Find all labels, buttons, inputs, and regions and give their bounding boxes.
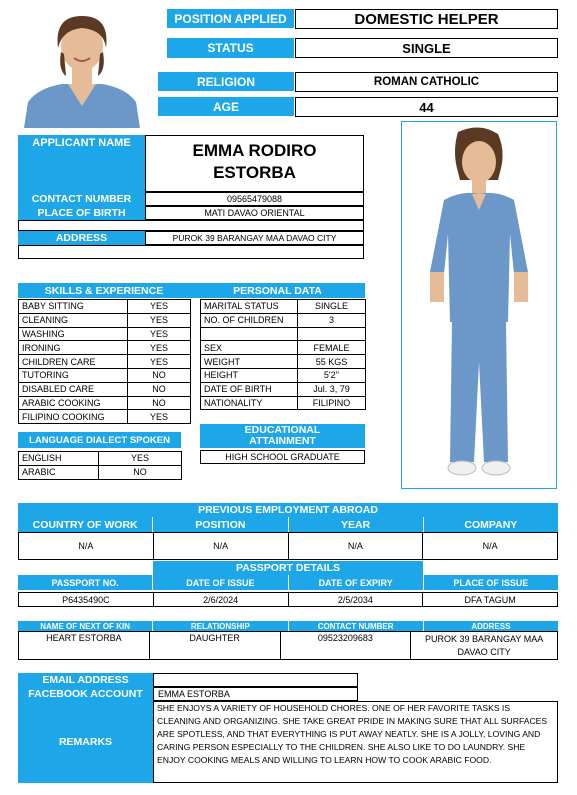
employment-header-cell: COMPANY <box>424 517 558 532</box>
full-body-icon <box>402 122 556 488</box>
employment-header-cell: COUNTRY OF WORK <box>18 517 153 532</box>
status-value: SINGLE <box>295 38 558 58</box>
skill-name-cell: IRONING <box>19 341 128 355</box>
passport-value-cell: DFA TAGUM <box>423 593 557 606</box>
kin-header-cell: NAME OF NEXT OF KIN <box>18 621 153 631</box>
remarks-text: SHE ENJOYS A VARIETY OF HOUSEHOLD CHORES. ONE OF HER FAVORITE TASKS IS CLEANING AND ORGANIZING. SHE TAKE GREAT PRIDE IN MAKING SURE THAT ALL SURFACES ARE SPOTLESS, AND THAT EVERYTHING IS PUT AWAY NEATLY. SHE IS A JOLLY, LOVING AND CARING PERSON ESPECIALLY TO THE CHILDREN. SHE ALSO LIKE TO DO LAUNDRY. SHE ENJOY COOKING MEALS AND WILLING TO LEARN HOW TO COOK ARABIC FOOD. <box>153 701 558 783</box>
personal-row <box>201 382 366 396</box>
personal-value-cell: 5'2'' <box>298 368 366 382</box>
employment-value-cell: N/A <box>154 533 289 559</box>
language-title: LANGUAGE DIALECT SPOKEN <box>18 432 181 448</box>
skill-value-cell: NO <box>128 382 191 396</box>
position-label: POSITION APPLIED <box>167 9 294 28</box>
personal-name-cell: DATE OF BIRTH <box>201 382 298 396</box>
kin-header-cell: ADDRESS <box>424 621 558 631</box>
personal-name-cell: MARITAL STATUS <box>201 300 298 314</box>
skill-row <box>19 410 191 424</box>
language-table <box>18 451 182 480</box>
age-label: AGE <box>158 97 294 116</box>
address-value: PUROK 39 BARANGAY MAA DAVAO CITY <box>145 231 364 245</box>
personal-name-cell: NATIONALITY <box>201 396 298 410</box>
contact-number-value: 09565479088 <box>145 192 364 206</box>
language-value-cell: NO <box>99 465 182 479</box>
language-row <box>19 452 182 466</box>
personal-title: PERSONAL DATA <box>190 283 365 298</box>
skill-row <box>19 327 191 341</box>
skill-name-cell: CHILDREN CARE <box>19 355 128 369</box>
skill-value-cell: YES <box>128 300 191 314</box>
skill-value-cell: YES <box>128 313 191 327</box>
headshot-photo <box>18 4 146 128</box>
passport-header-row <box>18 575 558 590</box>
passport-value-row <box>18 592 558 607</box>
personal-value-cell: SINGLE <box>298 300 366 314</box>
personal-name-cell: SEX <box>201 341 298 355</box>
applicant-spacer-row <box>18 220 364 231</box>
personal-row <box>201 355 366 369</box>
skill-row <box>19 313 191 327</box>
personal-name-cell <box>201 327 298 341</box>
skill-name-cell: ARABIC COOKING <box>19 396 128 410</box>
personal-name-cell: HEIGHT <box>201 368 298 382</box>
skill-name-cell: BABY SITTING <box>19 300 128 314</box>
skill-name-cell: CLEANING <box>19 313 128 327</box>
employment-header-row <box>18 517 558 532</box>
full-body-photo <box>401 121 557 489</box>
employment-value-cell: N/A <box>19 533 154 559</box>
remarks-label: REMARKS <box>18 701 153 783</box>
education-value: HIGH SCHOOL GRADUATE <box>200 450 365 464</box>
personal-name-cell: NO. OF CHILDREN <box>201 313 298 327</box>
personal-row <box>201 313 366 327</box>
contact-number-label: CONTACT NUMBER <box>18 192 145 206</box>
skill-name-cell: TUTORING <box>19 368 128 382</box>
skill-value-cell: YES <box>128 341 191 355</box>
employment-value-cell: N/A <box>289 533 424 559</box>
skills-table <box>18 299 191 424</box>
applicant-name-line1: EMMA RODIRO <box>192 141 317 160</box>
passport-title: PASSPORT DETAILS <box>153 561 423 575</box>
address-label: ADDRESS <box>18 231 145 245</box>
personal-value-cell: Jul. 3, 79 <box>298 382 366 396</box>
position-value: DOMESTIC HELPER <box>295 9 558 29</box>
skill-value-cell: YES <box>128 410 191 424</box>
personal-name-cell: WEIGHT <box>201 355 298 369</box>
personal-row <box>201 396 366 410</box>
employment-title: PREVIOUS EMPLOYMENT ABROAD <box>18 503 558 517</box>
birthplace-label: PLACE OF BIRTH <box>18 206 145 220</box>
kin-value-cell: 09523209683 <box>281 632 412 659</box>
personal-value-cell: 55 KGS <box>298 355 366 369</box>
kin-value-row <box>18 631 558 660</box>
education-title: EDUCATIONAL ATTAINMENT <box>200 424 365 448</box>
language-value-cell: YES <box>99 452 182 466</box>
religion-label: RELIGION <box>158 72 294 91</box>
applicant-name-label: APPLICANT NAME <box>18 135 145 192</box>
personal-table <box>200 299 366 410</box>
language-name-cell: ENGLISH <box>19 452 99 466</box>
email-label: EMAIL ADDRESS <box>18 673 153 687</box>
skill-row <box>19 396 191 410</box>
skill-value-cell: YES <box>128 327 191 341</box>
skills-title: SKILLS & EXPERIENCE <box>18 283 190 298</box>
skill-value-cell: NO <box>128 368 191 382</box>
personal-value-cell <box>298 327 366 341</box>
facebook-label: FACEBOOK ACCOUNT <box>18 687 153 701</box>
skill-value-cell: YES <box>128 355 191 369</box>
headshot-icon <box>18 4 146 128</box>
applicant-name-line2: ESTORBA <box>213 163 296 182</box>
personal-value-cell: 3 <box>298 313 366 327</box>
passport-value-cell: 2/6/2024 <box>154 593 289 606</box>
facebook-value: EMMA ESTORBA <box>153 687 358 701</box>
personal-value-cell: FEMALE <box>298 341 366 355</box>
kin-header-cell: CONTACT NUMBER <box>289 621 424 631</box>
employment-value-cell: N/A <box>423 533 557 559</box>
status-label: STATUS <box>167 38 294 58</box>
passport-header-cell: DATE OF EXPIRY <box>289 575 424 590</box>
email-value <box>153 673 358 687</box>
kin-value-cell: HEART ESTORBA <box>19 632 150 659</box>
skill-row <box>19 355 191 369</box>
personal-row <box>201 300 366 314</box>
kin-value-cell: DAUGHTER <box>150 632 281 659</box>
applicant-name-value <box>145 135 364 192</box>
passport-header-cell: PASSPORT NO. <box>18 575 153 590</box>
religion-value: ROMAN CATHOLIC <box>295 72 558 92</box>
skill-name-cell: FILIPINO COOKING <box>19 410 128 424</box>
skill-name-cell: WASHING <box>19 327 128 341</box>
personal-row <box>201 341 366 355</box>
skill-value-cell: NO <box>128 396 191 410</box>
kin-value-cell: PUROK 39 BARANGAY MAA DAVAO CITY <box>411 632 557 659</box>
birthplace-value: MATI DAVAO ORIENTAL <box>145 206 364 220</box>
language-row <box>19 465 182 479</box>
skill-row <box>19 341 191 355</box>
skill-row <box>19 300 191 314</box>
kin-header-row <box>18 621 558 631</box>
kin-header-cell: RELATIONSHIP <box>153 621 288 631</box>
personal-row <box>201 327 366 341</box>
skill-row <box>19 368 191 382</box>
passport-header-cell: DATE OF ISSUE <box>153 575 288 590</box>
applicant-blank-row <box>18 245 364 259</box>
employment-header-cell: YEAR <box>289 517 424 532</box>
age-value: 44 <box>295 97 558 117</box>
personal-row <box>201 368 366 382</box>
language-name-cell: ARABIC <box>19 465 99 479</box>
passport-header-cell: PLACE OF ISSUE <box>424 575 558 590</box>
employment-header-cell: POSITION <box>153 517 288 532</box>
skill-name-cell: DISABLED CARE <box>19 382 128 396</box>
personal-value-cell: FILIPINO <box>298 396 366 410</box>
skill-row <box>19 382 191 396</box>
employment-value-row <box>18 532 558 560</box>
passport-value-cell: 2/5/2034 <box>289 593 424 606</box>
passport-value-cell: P6435490C <box>19 593 154 606</box>
